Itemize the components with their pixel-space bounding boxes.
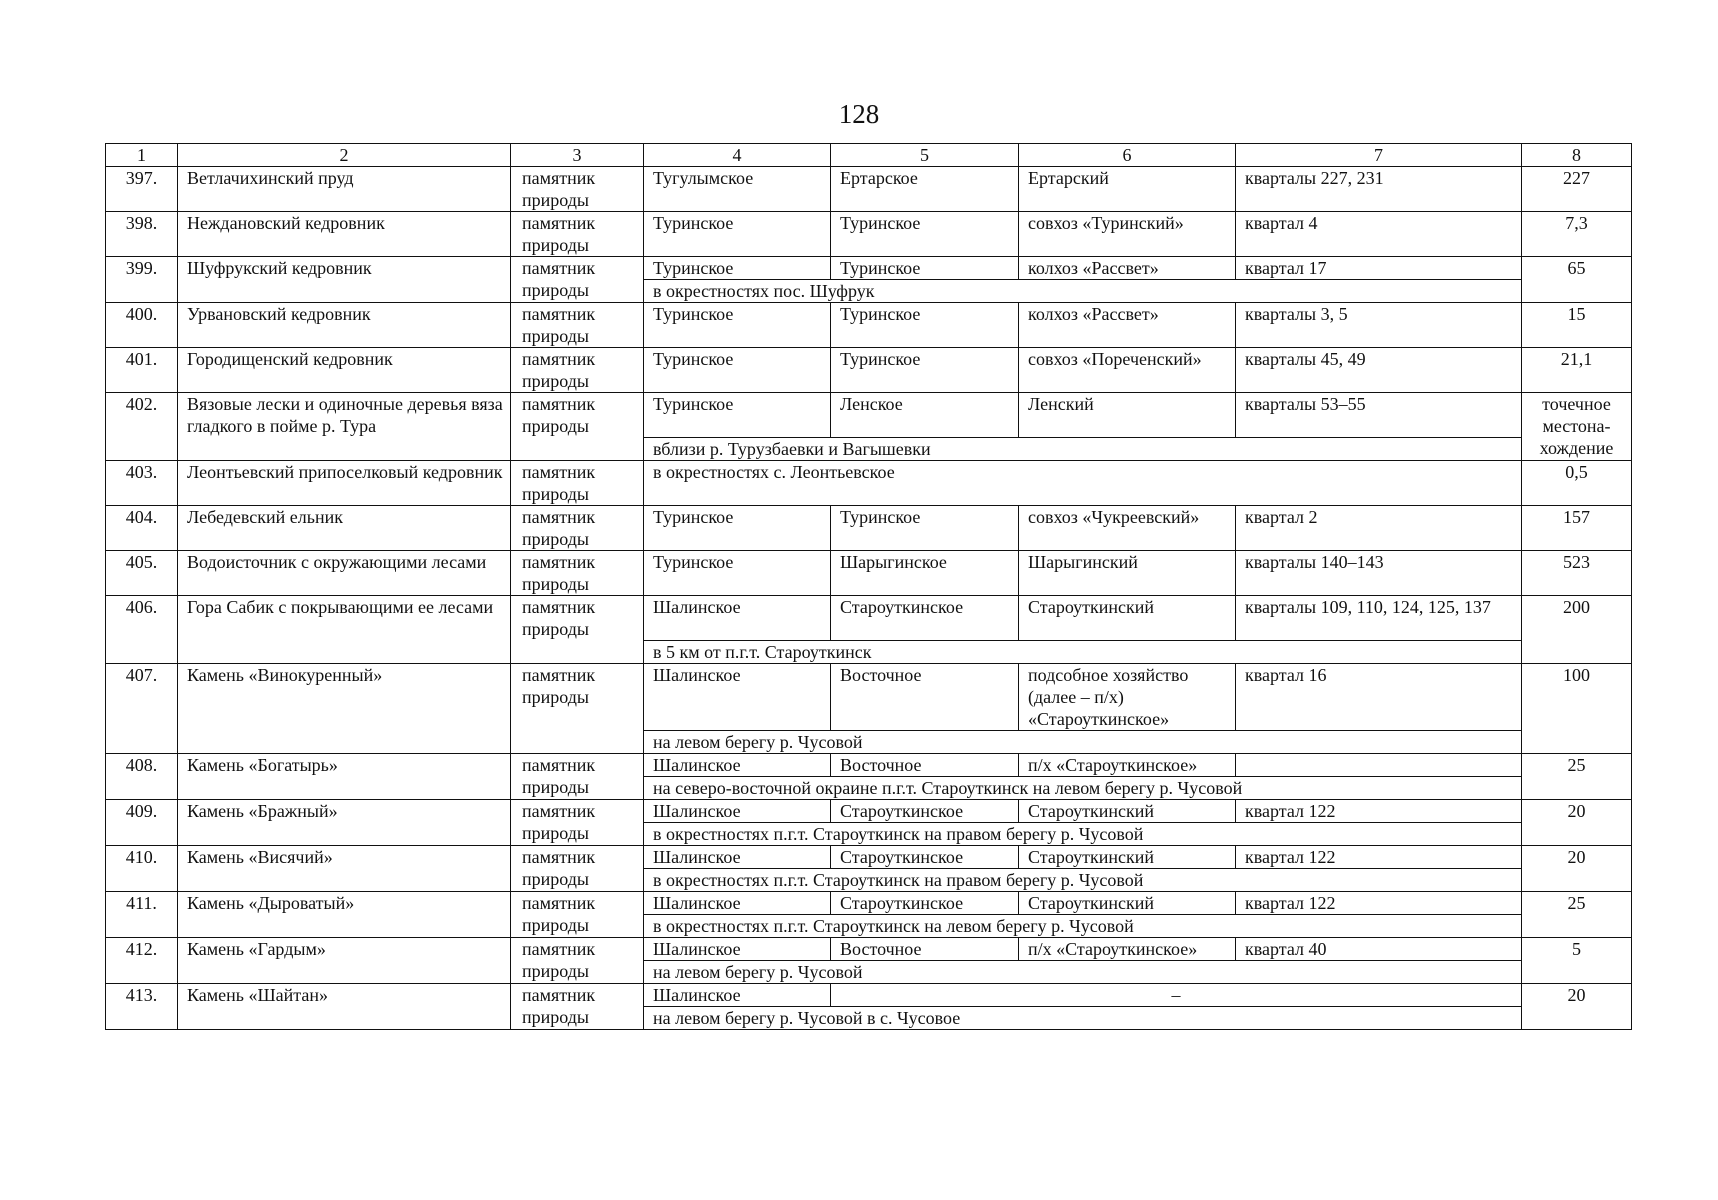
object-category: памятник природы [511,506,644,551]
cell-district: Шалинское [644,664,831,731]
cell-subdivision: колхоз «Рассвет» [1019,303,1236,348]
cell-quarters: квартал 122 [1236,846,1522,869]
table-row [106,754,1632,777]
cell-forestry: Староуткинское [831,800,1019,823]
table-row [106,596,1632,641]
cell-location: в окрестностях п.г.т. Староуткинск на правом берегу р. Чусовой [644,869,1522,892]
cell-area: точечное местона-хождение [1522,393,1632,461]
row-number: 398. [106,212,178,257]
object-category: памятник природы [511,800,644,846]
cell-location: вблизи р. Турузбаевки и Вагышевки [644,438,1522,461]
cell-district: Шалинское [644,754,831,777]
cell-location: на левом берегу р. Чусовой в с. Чусовое [644,1007,1522,1030]
cell-district: Туринское [644,551,831,596]
cell-area: 100 [1522,664,1632,754]
object-name: Камень «Винокуренный» [178,664,511,754]
row-number: 400. [106,303,178,348]
object-name: Гора Сабик с покрывающими ее лесами [178,596,511,664]
row-number: 411. [106,892,178,938]
cell-area: 20 [1522,800,1632,846]
object-category: памятник природы [511,596,644,664]
object-category: памятник природы [511,664,644,754]
table-row [106,506,1632,551]
cell-area: 20 [1522,984,1632,1030]
object-name: Леонтьевский припоселковый кедровник [178,461,511,506]
cell-subdivision: Староуткинский [1019,596,1236,641]
cell-district: Шалинское [644,892,831,915]
row-number: 397. [106,167,178,212]
cell-quarters: квартал 122 [1236,800,1522,823]
object-category: памятник природы [511,212,644,257]
cell-forestry: Восточное [831,754,1019,777]
cell-subdivision: Шарыгинский [1019,551,1236,596]
cell-area: 20 [1522,846,1632,892]
cell-location: в 5 км от п.г.т. Староуткинск [644,641,1522,664]
table-row [106,551,1632,596]
table-body [106,167,1632,1030]
cell-forestry: Восточное [831,664,1019,731]
object-name: Водоисточник с окружающими лесами [178,551,511,596]
cell-district: Шалинское [644,984,831,1007]
cell-forestry: Староуткинское [831,846,1019,869]
cell-area: 227 [1522,167,1632,212]
cell-area: 157 [1522,506,1632,551]
cell-subdivision: колхоз «Рассвет» [1019,257,1236,280]
cell-forestry: Староуткинское [831,596,1019,641]
object-category: памятник природы [511,303,644,348]
cell-area: 25 [1522,754,1632,800]
cell-district: Шалинское [644,596,831,641]
cell-location: в окрестностях п.г.т. Староуткинск на левом берегу р. Чусовой [644,915,1522,938]
object-name: Камень «Богатырь» [178,754,511,800]
object-name: Камень «Гардым» [178,938,511,984]
object-category: памятник природы [511,892,644,938]
object-category: памятник природы [511,938,644,984]
row-number: 406. [106,596,178,664]
column-number-row [106,144,1632,167]
object-name: Шуфрукский кедровник [178,257,511,303]
column-header: 6 [1019,144,1236,167]
object-name: Камень «Дыроватый» [178,892,511,938]
table-row [106,664,1632,731]
cell-quarters: квартал 4 [1236,212,1522,257]
cell-district: Туринское [644,303,831,348]
cell-quarters: – [831,984,1522,1007]
object-name: Ветлачихинский пруд [178,167,511,212]
object-category: памятник природы [511,348,644,393]
cell-quarters: квартал 2 [1236,506,1522,551]
cell-forestry: Туринское [831,212,1019,257]
object-name: Неждановский кедровник [178,212,511,257]
object-category: памятник природы [511,846,644,892]
table-row [106,257,1632,280]
cell-district: Туринское [644,348,831,393]
cell-forestry: Ленское [831,393,1019,438]
table-row [106,348,1632,393]
cell-subdivision: совхоз «Пореченский» [1019,348,1236,393]
cell-subdivision: Староуткинский [1019,892,1236,915]
table-row [106,303,1632,348]
cell-location: на левом берегу р. Чусовой [644,731,1522,754]
object-name: Урвановский кедровник [178,303,511,348]
row-number: 403. [106,461,178,506]
cell-quarters: кварталы 140–143 [1236,551,1522,596]
column-header: 8 [1522,144,1632,167]
cell-location: в окрестностях с. Леонтьевское [644,461,1522,506]
object-name: Городищенский кедровник [178,348,511,393]
object-name: Камень «Висячий» [178,846,511,892]
cell-forestry: Туринское [831,506,1019,551]
cell-location: в окрестностях п.г.т. Староуткинск на правом берегу р. Чусовой [644,823,1522,846]
table-row [106,212,1632,257]
row-number: 401. [106,348,178,393]
column-header: 3 [511,144,644,167]
cell-subdivision: Староуткинский [1019,800,1236,823]
cell-district: Шалинское [644,800,831,823]
cell-area: 7,3 [1522,212,1632,257]
table-row [106,800,1632,823]
column-header: 7 [1236,144,1522,167]
cell-forestry: Староуткинское [831,892,1019,915]
cell-location: в окрестностях пос. Шуфрук [644,280,1522,303]
object-category: памятник природы [511,754,644,800]
column-header: 2 [178,144,511,167]
cell-area: 15 [1522,303,1632,348]
column-header: 1 [106,144,178,167]
object-category: памятник природы [511,257,644,303]
cell-quarters: кварталы 45, 49 [1236,348,1522,393]
table-row [106,938,1632,961]
cell-quarters: кварталы 109, 110, 124, 125, 137 [1236,596,1522,641]
cell-area: 25 [1522,892,1632,938]
cell-quarters: кварталы 53–55 [1236,393,1522,438]
cell-area: 65 [1522,257,1632,303]
cell-district: Туринское [644,506,831,551]
cell-district: Тугулымское [644,167,831,212]
cell-area: 0,5 [1522,461,1632,506]
row-number: 402. [106,393,178,461]
cell-forestry: Туринское [831,257,1019,280]
cell-subdivision: Ертарский [1019,167,1236,212]
cell-forestry: Шарыгинское [831,551,1019,596]
cell-subdivision: совхоз «Чукреевский» [1019,506,1236,551]
cell-subdivision: совхоз «Туринский» [1019,212,1236,257]
page-number: 128 [838,99,880,129]
cell-location: на северо-восточной окраине п.г.т. Староуткинск на левом берегу р. Чусовой [644,777,1522,800]
table-row [106,393,1632,438]
cell-subdivision: Староуткинский [1019,846,1236,869]
cell-forestry: Восточное [831,938,1019,961]
cell-quarters [1236,754,1522,777]
table-row [106,461,1632,506]
cell-subdivision: п/х «Староуткинское» [1019,754,1236,777]
cell-quarters: квартал 40 [1236,938,1522,961]
object-name: Лебедевский ельник [178,506,511,551]
protected-areas-table [105,143,1632,1030]
object-category: памятник природы [511,984,644,1030]
row-number: 408. [106,754,178,800]
row-number: 410. [106,846,178,892]
cell-district: Туринское [644,257,831,280]
object-name: Камень «Шайтан» [178,984,511,1030]
object-category: памятник природы [511,461,644,506]
cell-area: 523 [1522,551,1632,596]
row-number: 412. [106,938,178,984]
cell-subdivision: п/х «Староуткинское» [1019,938,1236,961]
cell-quarters: кварталы 227, 231 [1236,167,1522,212]
cell-subdivision: Ленский [1019,393,1236,438]
column-header: 5 [831,144,1019,167]
row-number: 407. [106,664,178,754]
cell-location: на левом берегу р. Чусовой [644,961,1522,984]
cell-subdivision: подсобное хозяйство (далее – п/х) «Староуткинское» [1019,664,1236,731]
column-header: 4 [644,144,831,167]
object-category: памятник природы [511,551,644,596]
table-row [106,984,1632,1007]
cell-forestry: Туринское [831,348,1019,393]
cell-forestry: Туринское [831,303,1019,348]
table-row [106,846,1632,869]
cell-district: Туринское [644,212,831,257]
cell-area: 5 [1522,938,1632,984]
cell-area: 200 [1522,596,1632,664]
cell-district: Шалинское [644,938,831,961]
cell-quarters: кварталы 3, 5 [1236,303,1522,348]
object-name: Камень «Бражный» [178,800,511,846]
cell-area: 21,1 [1522,348,1632,393]
table-row [106,167,1632,212]
cell-quarters: квартал 16 [1236,664,1522,731]
object-name: Вязовые лески и одиночные деревья вяза гладкого в пойме р. Тура [178,393,511,461]
row-number: 413. [106,984,178,1030]
cell-quarters: квартал 17 [1236,257,1522,280]
row-number: 404. [106,506,178,551]
row-number: 409. [106,800,178,846]
cell-district: Шалинское [644,846,831,869]
table-row [106,892,1632,915]
object-category: памятник природы [511,393,644,461]
row-number: 399. [106,257,178,303]
cell-quarters: квартал 122 [1236,892,1522,915]
row-number: 405. [106,551,178,596]
object-category: памятник природы [511,167,644,212]
cell-district: Туринское [644,393,831,438]
cell-forestry: Ертарское [831,167,1019,212]
